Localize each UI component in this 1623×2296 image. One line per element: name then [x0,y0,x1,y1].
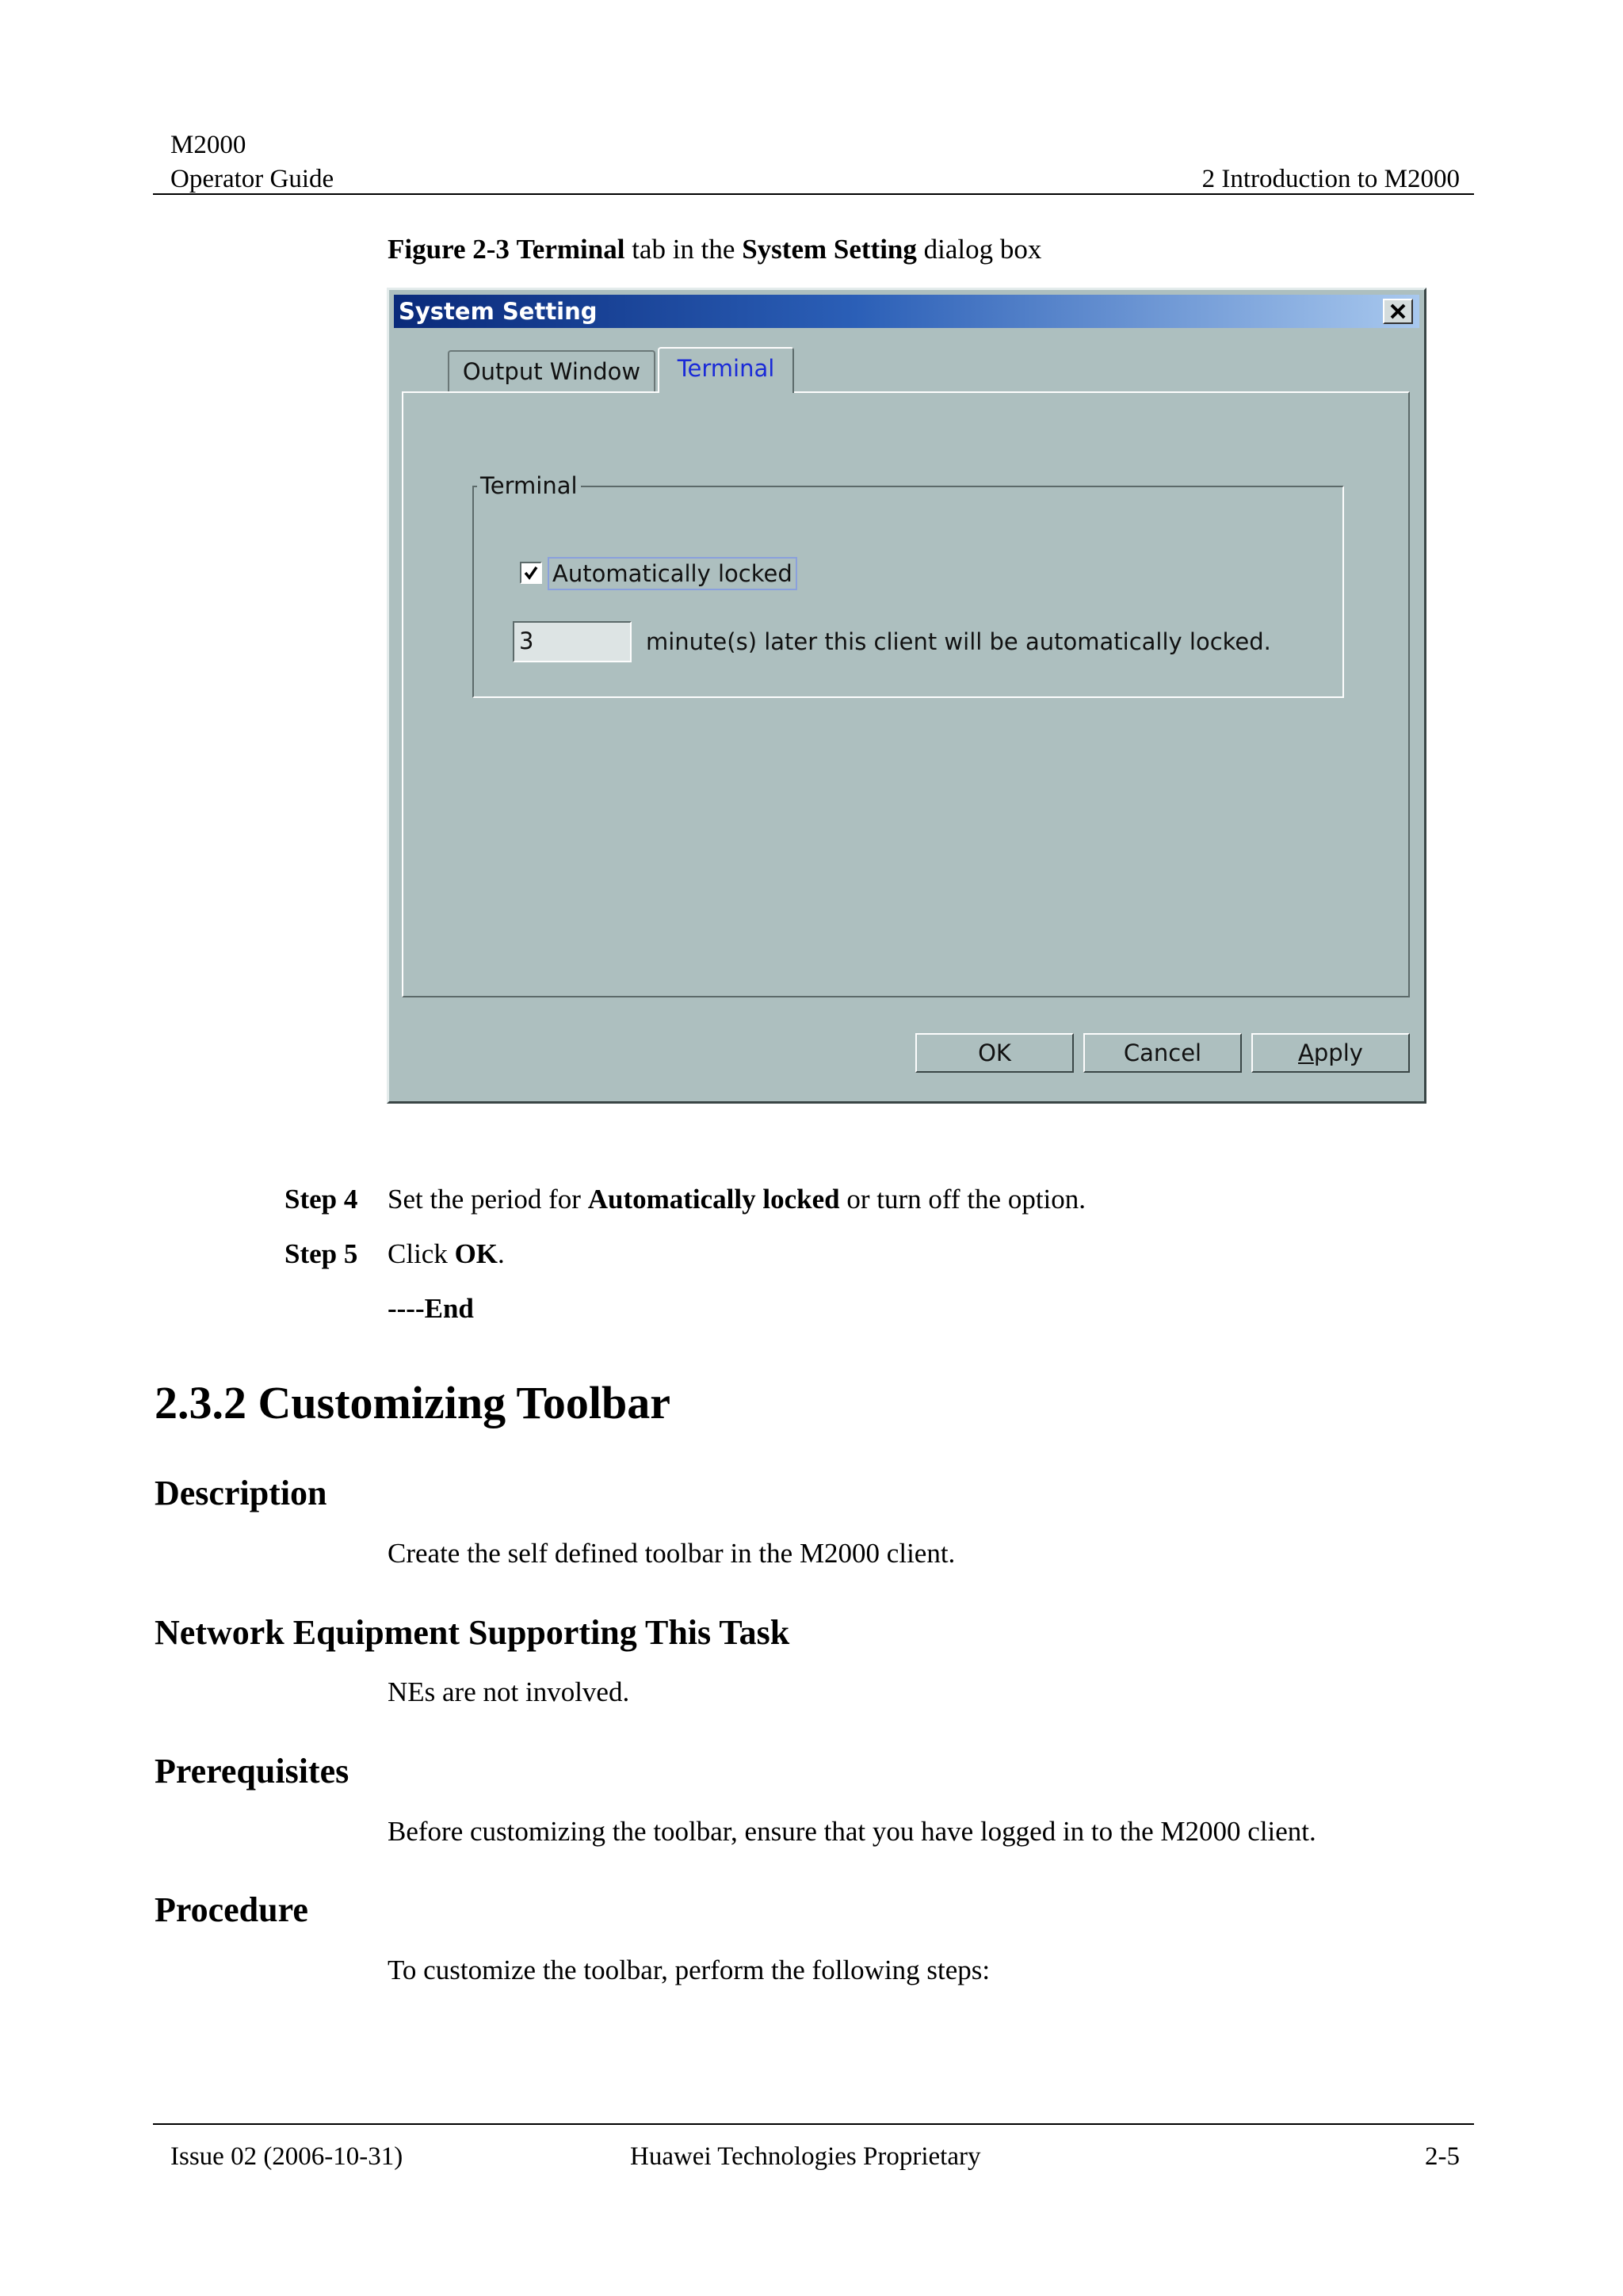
tab-output-window[interactable]: Output Window [448,350,655,391]
figure-caption [388,232,1041,267]
minutes-input[interactable]: 3 [513,621,632,662]
heading-description: Description [155,1474,327,1512]
heading-prerequisites: Prerequisites [155,1752,349,1791]
header-product: M2000 [170,131,246,159]
groupbox-title: Terminal [477,472,581,499]
network-equipment-text: NEs are not involved. [388,1676,630,1707]
caption-term-terminal: Terminal [516,234,625,265]
minutes-description: minute(s) later this client will be automatically locked. [646,628,1271,655]
dialog-titlebar[interactable] [394,295,1419,328]
description-text: Create the self defined toolbar in the M2000 client. [388,1538,956,1569]
caption-suffix: dialog box [923,234,1042,265]
procedure-text: To customize the toolbar, perform the following steps: [388,1955,991,1985]
footer-issue: Issue 02 (2006-10-31) [170,2142,403,2171]
close-button[interactable] [1383,299,1413,324]
header-chapter: 2 Introduction to M2000 [1201,165,1460,193]
step-5-pre: Click [388,1238,448,1269]
heading-network-equipment: Network Equipment Supporting This Task [155,1613,790,1652]
auto-lock-checkbox[interactable] [520,562,542,584]
apply-label-rest: pply [1313,1039,1363,1066]
cancel-button[interactable]: Cancel [1083,1033,1242,1073]
close-icon [1389,303,1407,319]
step-4-pre: Set the period for [388,1184,581,1215]
step-5-post: . [498,1238,505,1269]
dialog-title: System Setting [399,298,598,325]
footer-rule [153,2123,1474,2125]
tab-terminal[interactable]: Terminal [658,347,794,393]
header-doc-title: Operator Guide [170,165,334,193]
system-setting-dialog [387,288,1426,1104]
auto-lock-label[interactable]: Automatically locked [548,557,797,590]
prerequisites-text: Before customizing the toolbar, ensure that you have logged in to the M2000 client. [388,1816,1316,1847]
footer-owner: Huawei Technologies Proprietary [630,2142,981,2171]
step-4-bold: Automatically locked [587,1184,840,1215]
step-4-post: or turn off the option. [846,1184,1086,1215]
caption-term-system-setting: System Setting [742,234,917,265]
terminal-groupbox [472,486,1344,698]
section-title: 2.3.2 Customizing Toolbar [155,1377,670,1428]
checkmark-icon [523,565,539,581]
ok-button[interactable]: OK [915,1033,1074,1073]
caption-prefix: Figure 2-3 [388,234,510,265]
caption-mid: tab in the [632,234,735,265]
step-5-text [388,1237,505,1272]
apply-mnemonic: A [1298,1039,1314,1066]
step-5-label: Step 5 [285,1238,358,1269]
footer-page-number: 2-5 [1425,2142,1460,2171]
end-marker: ----End [388,1293,474,1324]
apply-button[interactable] [1251,1033,1410,1073]
step-4-text [388,1182,1086,1217]
heading-procedure: Procedure [155,1890,308,1929]
step-5-bold: OK [454,1238,498,1269]
header-rule [153,193,1474,195]
step-4-label: Step 4 [285,1184,358,1215]
